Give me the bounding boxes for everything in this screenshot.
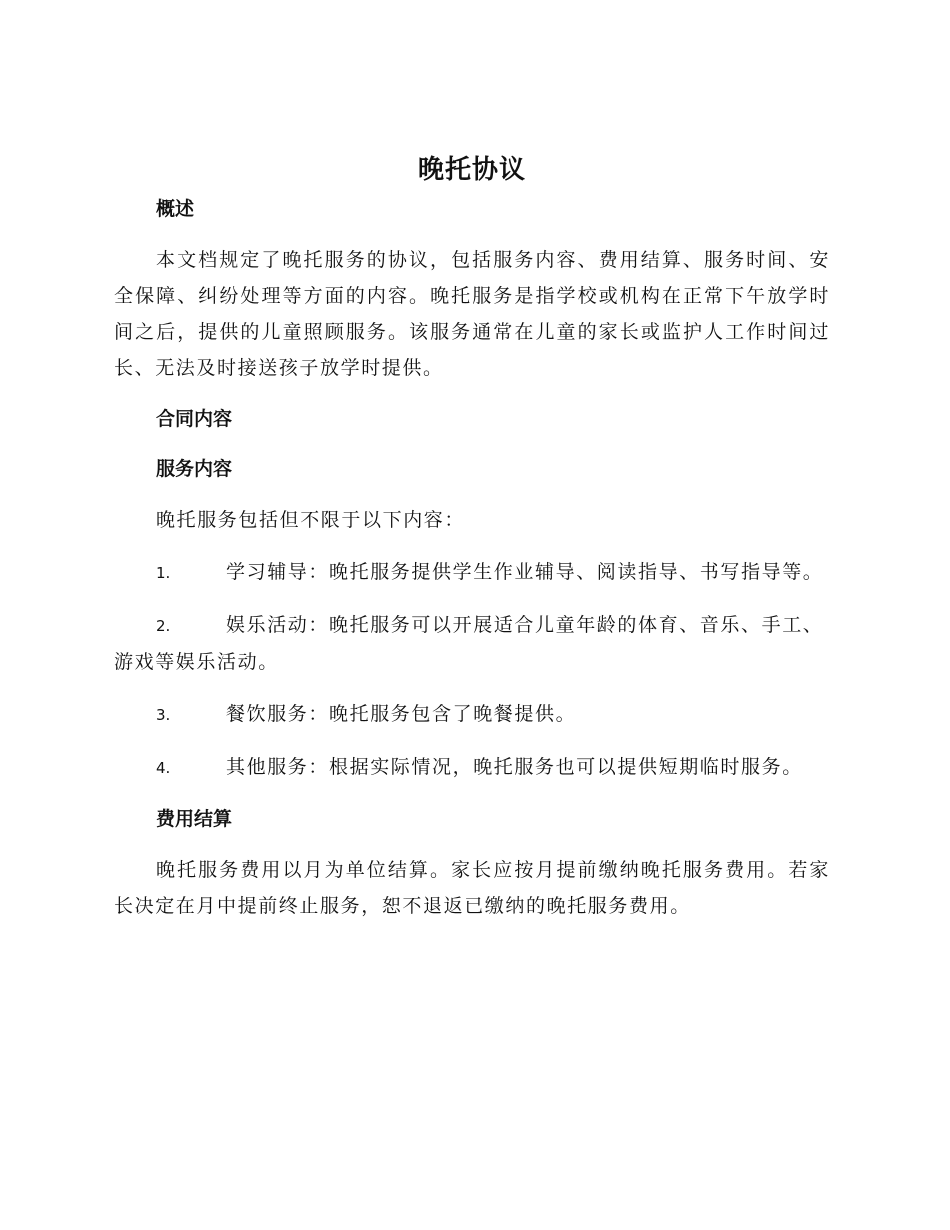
- service-intro: 晚托服务包括但不限于以下内容：: [156, 509, 466, 531]
- heading-service: 服务内容: [156, 458, 233, 480]
- document-page: [114, 150, 830, 924]
- list-item-number: 1.: [156, 564, 171, 582]
- list-item-number: 4.: [156, 759, 171, 777]
- fee-paragraph: 晚托服务费用以月为单位结算。家长应按月提前缴纳晚托服务费用。若家长决定在月中提前终止服务，恕不退返已缴纳的晚托服务费用。: [114, 859, 830, 917]
- list-item: [114, 554, 830, 591]
- list-item: [114, 696, 830, 733]
- document-title: 晚托协议: [417, 155, 526, 185]
- heading-fee: 费用结算: [156, 808, 233, 830]
- list-item-text: 学习辅导：晚托服务提供学生作业辅导、阅读指导、书写指导等。: [226, 561, 824, 583]
- list-item-number: 3.: [156, 706, 171, 724]
- heading-overview: 概述: [156, 198, 195, 220]
- list-item: [114, 607, 830, 680]
- heading-contract: 合同内容: [156, 408, 233, 430]
- list-item-text: 餐饮服务：晚托服务包含了晚餐提供。: [226, 703, 577, 725]
- overview-paragraph: 本文档规定了晚托服务的协议，包括服务内容、费用结算、服务时间、安全保障、纠纷处理等方面的内容。晚托服务是指学校或机构在正常下午放学时间之后，提供的儿童照顾服务。该服务通常在儿童的家长或监护人工作时间过长、无法及时接送孩子放学时提供。: [114, 249, 830, 379]
- list-item-text: 其他服务：根据实际情况，晚托服务也可以提供短期临时服务。: [226, 756, 803, 778]
- list-item-text: 娱乐活动：晚托服务可以开展适合儿童年龄的体育、音乐、手工、游戏等娱乐活动。: [114, 614, 824, 673]
- list-item-number: 2.: [156, 617, 171, 635]
- list-item: [114, 749, 830, 786]
